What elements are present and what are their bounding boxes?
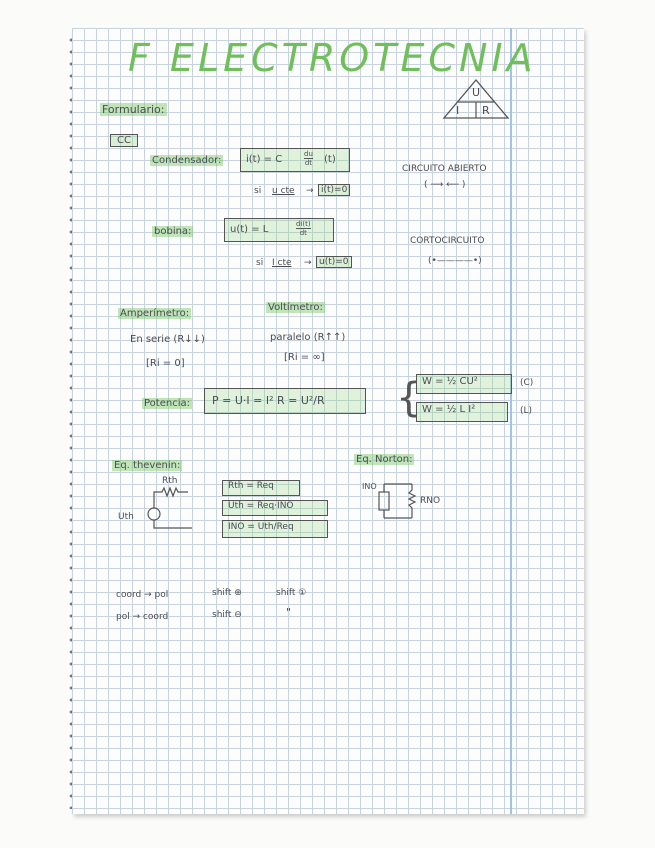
w-inductor-tag: (L) [520,406,533,416]
margin-line [510,28,512,814]
thevenin-rth: Rth [162,476,178,486]
potencia-label: Potencia: [144,398,190,409]
arrow-icon: → [304,258,312,268]
bobina-label: bobina: [154,226,192,237]
triangle-u: U [472,86,481,99]
thevenin-f2: Uth = Req·INO [228,501,294,511]
circuito-abierto-label: CIRCUITO ABIERTO [402,164,487,174]
thevenin-circuit [138,484,208,534]
condensador-fraction [304,150,313,167]
condensador-cond: u cte [272,186,295,196]
thevenin-f1: Rth = Req [228,481,274,491]
norton-ino: INO [362,482,377,491]
note-ditto: " [286,606,292,619]
arrow-icon: → [306,186,314,196]
bobina-cond: I cte [272,258,292,268]
voltimetro-line1: paralelo (R↑↑) [270,332,346,343]
w-capacitor-tag: (C) [520,378,534,388]
thevenin-f3: INO = Uth/Req [228,522,294,532]
triangle-i: I [456,104,460,117]
note-shift-one: shift ① [276,588,307,598]
norton-label: Eq. Norton: [356,454,413,465]
formulario-heading: Formulario: [102,103,165,116]
voltimetro-line2: [Ri = ∞] [284,352,325,363]
condensador-den: dt [304,159,313,167]
cc-label: CC [110,134,138,147]
amperimetro-label: Amperímetro: [120,308,190,319]
condensador-result: i(t)=0 [318,184,350,196]
cortocircuito-label: CORTOCIRCUITO [410,236,485,246]
condensador-lhs: i(t) = C [246,154,283,165]
note-coord-pol: coord → pol [116,590,169,600]
thevenin-uth: Uth [118,512,134,522]
thevenin-label: Eq. thevenin: [114,460,181,471]
condensador-label: Condensador: [152,155,222,166]
note-pol-coord: pol → coord [116,612,169,622]
condensador-num: du [304,150,313,158]
norton-rno: RNO [420,496,441,506]
bobina-num: di(t) [296,220,311,228]
w-inductor: W = ½ L I² [422,404,476,415]
bobina-result: u(t)=0 [316,256,352,268]
bobina-den: dt [299,229,307,237]
voltimetro-label: Voltímetro: [268,302,323,313]
amperimetro-line1: En serie (R↓↓) [130,334,205,345]
brace-icon: { [396,375,422,421]
condensador-rhs: (t) [324,154,336,165]
circuito-abierto-symbol: ( ⟶ ⟵ ) [424,180,466,190]
note-shift-minus: shift ⊖ [212,610,242,620]
ohm-triangle [442,78,510,122]
page-title: F ELECTROTECNIA [128,36,537,80]
amperimetro-line2: [Ri = 0] [146,358,185,369]
w-capacitor: W = ½ CU² [422,376,478,387]
bobina-fraction [296,220,311,237]
note-shift-plus: shift ⊕ [212,588,242,598]
bobina-si: si [256,258,264,268]
condensador-si: si [254,186,262,196]
cortocircuito-symbol: (•————•) [428,256,482,266]
potencia-formula: P = U·I = I² R = U²/R [212,394,325,407]
bobina-lhs: u(t) = L [230,224,269,235]
triangle-r: R [482,104,490,117]
